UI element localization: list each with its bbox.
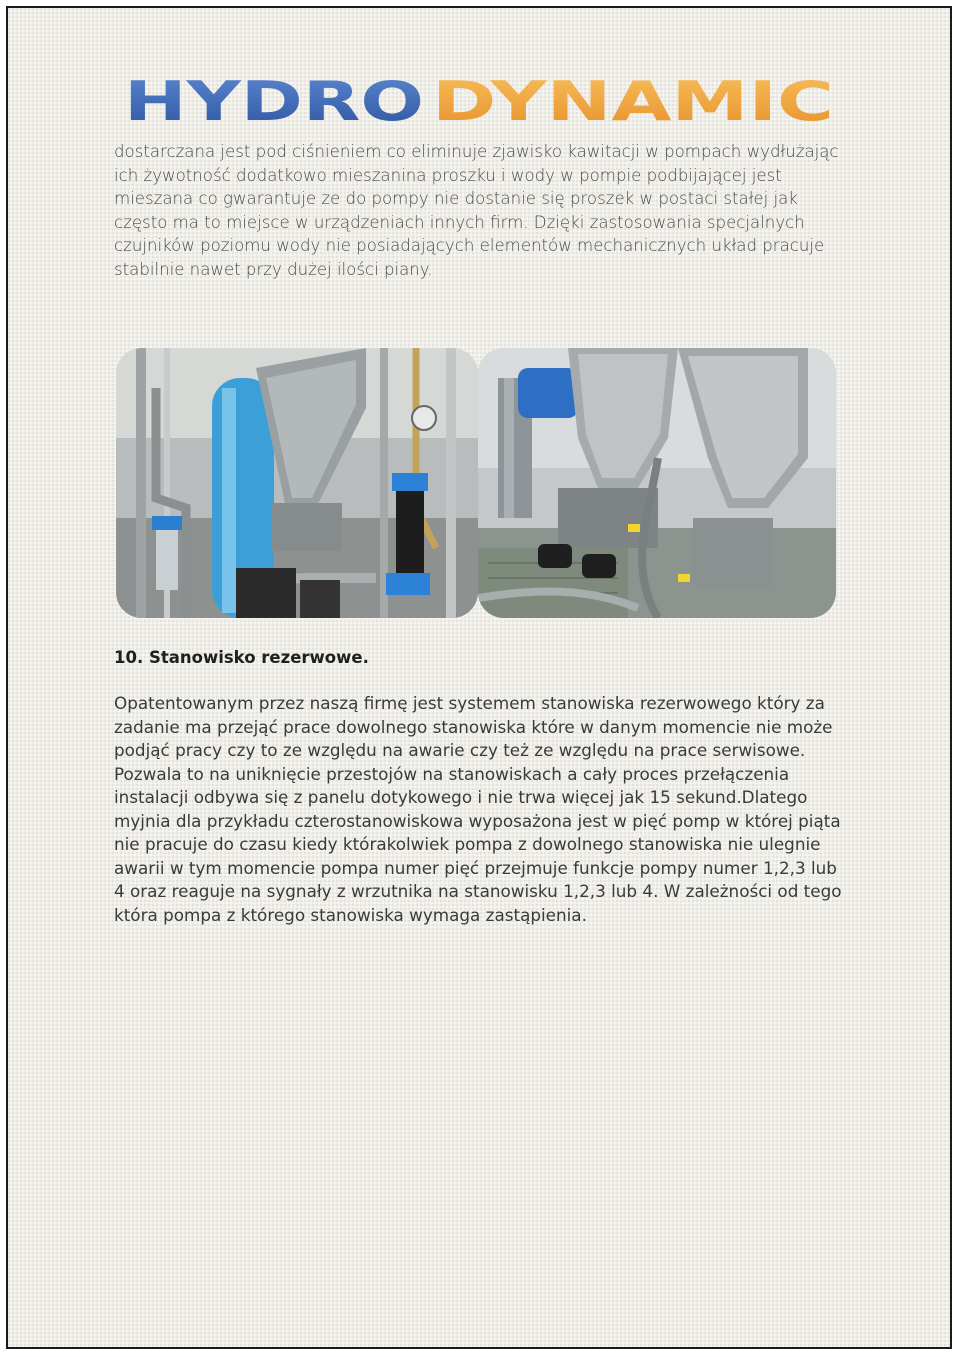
section-body: Opatentowanym przez naszą firmę jest systemem stanowiska rezerwowego który za zadanie ma przejąć prace dowolnego stanowiska które w danym momencie nie może podjąć pracy czy to ze względu na awarie czy też ze względu na prace serwisowe. Pozwala to na uniknięcie przestojów na stanowiskach a cały proces przełączenia instalacji odbywa się z panelu dotykowego i nie trwa więcej jak 15 sekund.Dlatego myjnia dla przykładu czterostanowiskowa wyposażona jest w pięć pomp w której piąta nie pracuje do czasu kiedy którakolwiek pompa z dowolnego stanowiska nie ulegnie awarii w tym momencie pompa numer pięć przejmuje funkcje pompy numer 1,2,3 lub 4 oraz reaguje na sygnały z wrzutnika na stanowisku 1,2,3 lub 4. W zależności od tego która pompa z którego stanowiska wymaga zastąpienia. bbox=[114, 693, 842, 925]
section-heading: 10. Stanowisko rezerwowe. bbox=[114, 648, 369, 667]
intro-paragraph: dostarczana jest pod ciśnieniem co eliminuje zjawisko kawitacji w pompach wydłużając ich żywotność dodatkowo mieszanina proszku i wody w pompie podbijającej jest mieszana co gwarantuje ze do pompy nie dostanie się proszek w postaci stałej jak często ma to miejsce w urządzeniach innych firm. Dzięki zastosowania specjalnych czujników poziomu wody nie posiadających elementów mechanicznych układ pracuje stabilnie nawet przy dużej ilości piany. bbox=[114, 142, 839, 279]
photo-dosing-station-right bbox=[478, 348, 836, 618]
photo-dosing-station-left bbox=[116, 348, 478, 618]
logo-part-hydro: HYDRO bbox=[124, 72, 424, 133]
logo-part-dynamic: DYNAMIC bbox=[432, 72, 834, 133]
hydrodynamic-logo bbox=[120, 72, 840, 134]
